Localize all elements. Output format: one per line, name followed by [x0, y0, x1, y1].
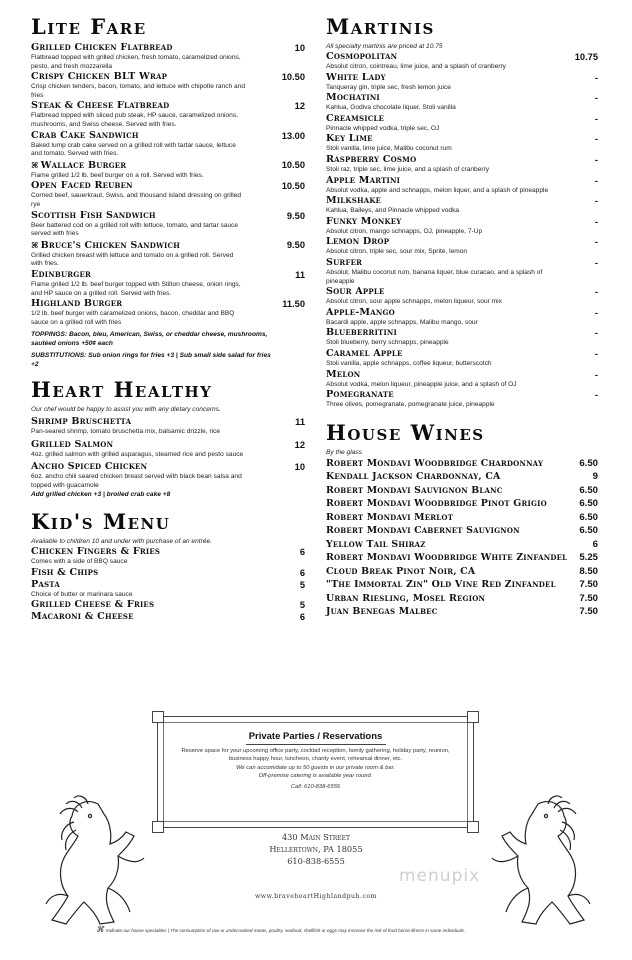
menu-item-name-text: Robert Mondavi Woodbridge Chardonnay [326, 457, 544, 469]
heart-healthy-note: Our chef would be happy to assist you with any dietary concerns. [31, 406, 221, 414]
menu-item-price: 13.00 [281, 130, 305, 141]
menu-item-description: Three olives, pomegranate, pomegranate juice, pineapple [326, 401, 495, 409]
heart-healthy-section [31, 377, 305, 499]
menu-item-name [326, 236, 598, 248]
menu-item-price: - [594, 328, 598, 339]
menu-item-name [326, 470, 598, 484]
menu-item [31, 42, 305, 71]
house-specialty-icon: ⌘ [31, 159, 39, 170]
menu-item-price: 8.50 [579, 565, 598, 577]
menu-item-name-text: Grilled Chicken Flatbread [31, 42, 173, 53]
menu-item-description: Stoli vanilla, lime juice, Malibu coconut rum [326, 145, 452, 153]
menu-item-name-text: Key Lime [326, 133, 373, 145]
menu-item-name-text: Robert Mondavi Merlot [326, 511, 454, 523]
lite-fare-items [31, 42, 305, 327]
private-parties-call: Call: 610-838-6555 [290, 784, 341, 791]
menu-item-name [31, 567, 301, 579]
menu-item-name [326, 257, 598, 269]
menu-item-name [31, 71, 301, 83]
menu-item [326, 286, 598, 307]
menu-item-price: 12 [294, 101, 305, 112]
menu-item-name-text: Chicken Fingers & Fries [31, 546, 161, 558]
menu-item-name [326, 72, 598, 84]
menu-item-name [31, 42, 301, 54]
menu-item [326, 195, 598, 216]
menu-item-description: 6oz. ancho chili seared chicken breast served with black bean salsa and topped with guacamole [31, 473, 242, 490]
menu-item-name-text: Wallace Burger [40, 159, 127, 171]
menu-item-price: 7.50 [579, 579, 598, 591]
menu-item-price: 6 [592, 538, 598, 550]
house-specialty-icon: ⌘ [31, 239, 39, 250]
menu-item [31, 268, 305, 298]
menu-item-name [31, 159, 301, 172]
menu-item-description: Bacardi apple, apple schnapps, Malibu mango, sour [326, 318, 478, 326]
menu-item-name [326, 327, 598, 339]
lite-fare-title: Lite Fare [31, 14, 147, 39]
menu-item-price: 5 [299, 579, 305, 590]
menu-item [31, 298, 305, 327]
private-parties-title: Private Parties / Reservations [248, 731, 383, 742]
menu-item-price: 6.50 [579, 498, 598, 510]
menu-item-name [31, 416, 301, 428]
menu-item-name [326, 524, 598, 538]
menu-item-price: - [594, 369, 598, 380]
menu-item-price: 10 [294, 462, 305, 473]
heart-healthy-title: Heart Healthy [31, 377, 213, 403]
menu-item-price: 6 [299, 547, 305, 558]
menu-item [326, 154, 598, 175]
menu-item-name-text: "The Immortal Zin" Old Vine Red Zinfandel [326, 579, 556, 591]
menu-item-name [326, 113, 598, 125]
menu-item-price: - [594, 93, 598, 104]
menu-item [326, 565, 598, 579]
menu-item-name-text: Highland Burger [31, 298, 123, 310]
heart-addon-note: Add grilled chicken +3 | broiled crab cake +8 [31, 490, 171, 498]
menu-item-price: 5 [299, 600, 305, 611]
menu-item-name [326, 175, 598, 187]
wine-items [326, 457, 598, 619]
martinis-title: Martinis [326, 14, 435, 39]
menu-item [326, 72, 598, 93]
address-street: 430 Main Street [281, 832, 351, 842]
menu-item [31, 438, 305, 460]
menu-item-price: 6 [299, 567, 305, 578]
menu-item-name [326, 92, 598, 104]
menu-item [326, 470, 598, 484]
menu-item [31, 100, 305, 129]
menu-item-name-text: Edinburger [31, 268, 92, 280]
menu-item [326, 389, 598, 410]
menu-item-name [326, 389, 598, 401]
lite-fare-section [31, 14, 305, 369]
menu-item-name [31, 100, 301, 112]
menu-item-description: Kahlua, Baileys, and Pinnacle whipped vodka [326, 207, 460, 215]
menu-item-description: Absolut, Malibu coconut rum, banana liquer, blue curacao, and a splash of pineapple [326, 268, 543, 285]
menu-item [31, 71, 305, 100]
menu-item-name-text: Scottish Fish Sandwich [31, 209, 156, 221]
menu-item-name-text: Cloud Break Pinot Noir, CA [326, 565, 476, 577]
menu-item-description: Choice of butter or marinara sauce [31, 590, 133, 598]
kids-menu-note: Available to children 10 and under with purchase of an entrée. [31, 538, 212, 546]
menu-item [326, 484, 598, 498]
menu-item-price: 12 [294, 439, 305, 450]
menu-item-name-text: Raspberry Cosmo [326, 153, 417, 165]
menu-item-price: - [594, 237, 598, 248]
menu-item [326, 551, 598, 565]
menu-item [326, 578, 598, 592]
menu-item [326, 257, 598, 286]
menu-item-name [31, 269, 301, 281]
menu-item-price: 10.50 [281, 159, 305, 170]
menu-item-name-text: Macaroni & Cheese [31, 611, 134, 623]
menu-item-name-text: Grilled Cheese & Fries [31, 599, 155, 611]
menu-item-name-text: Creamsicle [326, 112, 385, 124]
box-corner-ornament [152, 711, 164, 723]
menu-item-name [326, 369, 598, 381]
menu-item-name-text: Surfer [326, 256, 363, 268]
menu-item-name [31, 239, 301, 252]
menu-item-name [31, 180, 301, 192]
menu-item-name-text: Pomegranate [326, 389, 394, 401]
menu-item-price: - [594, 72, 598, 83]
menu-item-price: 10.50 [281, 72, 305, 83]
menu-item-price: - [594, 287, 598, 298]
martinis-note: All specialty martinis are priced at 10.75 [326, 43, 443, 50]
menu-item [31, 180, 305, 209]
menu-item-name-text: Yellow Tail Shiraz [326, 538, 426, 550]
menu-item [31, 461, 305, 490]
menu-item-name-text: Sour Apple [326, 286, 385, 298]
menu-item-description: Crisp chicken tenders, bacon, tomato, and lettuce with chipotle ranch and fries [31, 83, 246, 99]
menu-item-name-text: Lemon Drop [326, 236, 390, 248]
menu-item-name-text: Pasta [31, 578, 60, 590]
menu-item-name [326, 307, 598, 319]
menu-item-price: - [594, 134, 598, 145]
menu-item-name [326, 133, 598, 145]
martinis-section [326, 14, 598, 410]
menu-item-name-text: Funky Monkey [326, 215, 402, 227]
menu-item-price: 11 [295, 269, 305, 280]
menu-item [31, 209, 305, 239]
menu-item [326, 511, 598, 525]
menu-item-description: Pan-seared shrimp, tomato bruschetta mix, balsamic drizzle, rice [31, 428, 221, 436]
private-parties-catering: Off-premise catering is available year round. [258, 772, 373, 779]
menu-item-price: 9.50 [286, 210, 305, 221]
menu-item-name-text: Robert Mondavi Sauvignon Blanc [326, 484, 503, 496]
menu-item [31, 578, 305, 600]
menu-item-price: 7.50 [579, 592, 598, 604]
menu-item-price: - [594, 154, 598, 165]
menu-item [31, 599, 305, 611]
left-column [31, 14, 305, 623]
menu-item-name-text: Blueberritini [326, 327, 398, 339]
menu-item-name-text: Crispy Chicken BLT Wrap [31, 71, 168, 83]
menu-item [326, 175, 598, 196]
menu-item-description: Flame grilled 1/2 lb. beef burger topped with Stilton cheese, onion rings, and HP sauce on a grilled roll. Served with fries. [31, 280, 241, 297]
menu-item-name-text: Apple-Mango [326, 306, 395, 318]
menu-item-price: 6.50 [579, 457, 598, 469]
menu-item-name-text: Caramel Apple [326, 347, 403, 359]
menu-item-description: Absolut citron, sour apple schnapps, melon liqueur, sour mix [326, 298, 502, 306]
menu-item-name-text: White Lady [326, 71, 386, 83]
address-phone: 610-838-6555 [287, 856, 345, 866]
menu-item [31, 159, 305, 181]
menu-item-name [31, 599, 301, 611]
menu-item-name [326, 286, 598, 298]
menu-item-name [326, 348, 598, 360]
menu-item-name-text: Juan Benegas Malbec [326, 606, 438, 618]
menu-item-name-text: Kendall Jackson Chardonnay, CA [326, 471, 501, 483]
menu-item-name [31, 130, 301, 142]
menu-item-description: Absolut citron, triple sec, sour mix, Sprite, lemon [326, 248, 468, 256]
menu-item-description: Pinnacle whipped vodka, triple sec, OJ [326, 124, 440, 132]
menu-item-name-text: Bruce's Chicken Sandwich [40, 239, 181, 251]
menu-item-description: Absolut citron, cointreau, lime juice, and a splash of cranberry [326, 63, 506, 70]
substitutions-note: SUBSTITUTIONS: Sub onion rings for fries +3 | Sub small side salad for fries +2 [31, 352, 271, 368]
menu-item-name [326, 51, 598, 63]
menu-item-name [326, 605, 598, 619]
menu-item-name [31, 210, 301, 222]
menu-item [326, 236, 598, 257]
menu-item-description: Grilled chicken breast with lettuce and tomato on a grilled roll. Served with fries. [31, 251, 234, 268]
private-parties-text: Reserve space for your upcoming office party, cocktail reception, family gathering, holiday party, reunion, business happy hour, luncheon, charity event, rehearsal dinner, etc. [181, 748, 450, 762]
menu-item-name-text: Robert Mondavi Woodbridge White Zinfandel [326, 552, 568, 564]
menu-item-price: - [594, 216, 598, 227]
menu-item [326, 592, 598, 606]
menu-item-name-text: Robert Mondavi Cabernet Sauvignon [326, 525, 520, 537]
address-block [0, 831, 632, 867]
menu-item-price: - [594, 390, 598, 401]
footnote-text: Indicate our house specialties | The consumption of raw or undercooked meats, poultry, seafood, shellfish or eggs may increase the risk of food borne illness in some individuals. [106, 928, 466, 933]
menu-item-description: Baked lump crab cake served on a grilled roll with tartar sauce, lettuce and tomato. Served with fries. [31, 141, 236, 158]
footnote [96, 927, 536, 934]
house-wines-section [326, 420, 598, 619]
menu-item [326, 497, 598, 511]
menu-item-name [326, 565, 598, 579]
menu-item-name-text: Grilled Salmon [31, 438, 114, 450]
menu-item-description: Kahlua, Godiva chocolate liquer, Stoli vanilla [326, 104, 456, 112]
menu-item-name-text: Apple Martini [326, 174, 401, 186]
menu-item-name-text: Fish & Chips [31, 566, 99, 578]
menu-item-description: Absolut vodka, melon liqueur, pineapple juice, and a splash of OJ [326, 380, 517, 388]
menu-item-description: Absolut citron, mango schnapps, OJ, pineapple, 7-Up [326, 227, 483, 235]
private-parties-inner-border [163, 722, 468, 822]
box-corner-ornament [467, 711, 479, 723]
house-wines-note: By the glass [326, 448, 362, 456]
menu-item [31, 566, 305, 579]
heart-healthy-items [31, 416, 305, 490]
menu-item [31, 611, 305, 623]
menu-item-name-text: Urban Riesling, Mosel Region [326, 592, 486, 604]
menu-item-name [326, 538, 598, 552]
menu-item [326, 605, 598, 619]
menu-item-price: 7.50 [579, 606, 598, 618]
address-city: Hellertown, PA 18055 [269, 844, 363, 854]
menu-item-name-text: Open Faced Reuben [31, 180, 133, 192]
menu-item [326, 369, 598, 390]
menu-item-name [31, 611, 301, 623]
menu-item-name [31, 579, 301, 591]
menu-item-description: Absolut vodka, apple and schnapps, melon liquer, and a splash of pineapple [326, 186, 549, 194]
menu-item-name [326, 497, 598, 511]
menu-item-price: - [594, 257, 598, 268]
menu-item-price: - [594, 196, 598, 207]
menu-item-price: 11.50 [282, 299, 305, 310]
menu-item-name [31, 298, 301, 310]
menu-item [31, 416, 305, 437]
specialty-mark-icon: ⌘ [96, 925, 104, 934]
menu-item-description: Stoli raz, triple sec, lime juice, and a splash of cranberry [326, 165, 490, 173]
menu-item-description: Beer battered cod on a grilled roll with lettuce, tomato, and tartar sauce served with fries [31, 221, 239, 238]
menu-item-name [31, 546, 301, 558]
menu-item [326, 327, 598, 348]
menu-item-description: 1/2 lb. beef burger with caramelized onions, bacon, cheddar and BBQ sauce on a grilled roll with fries [31, 310, 235, 326]
menu-item-price: - [594, 307, 598, 318]
menu-item [31, 239, 305, 269]
menu-item [326, 113, 598, 134]
menu-item-price: 6.50 [579, 511, 598, 523]
menu-item-name-text: Cosmopolitan [326, 51, 398, 62]
menu-item-name-text: Steak & Cheese Flatbread [31, 100, 170, 112]
kids-menu-title: Kid's Menu [31, 509, 171, 535]
menu-item-price: 9.50 [286, 239, 305, 250]
menu-item-name [326, 511, 598, 525]
menu-item-name [31, 461, 301, 473]
menu-item-description: Flame grilled 1/2 lb. beef burger on a roll. Served with fries. [31, 171, 204, 179]
menu-item-name [326, 216, 598, 228]
menu-item [326, 538, 598, 552]
menu-item-description: Stoli blueberry, berry schnapps, pineapple [326, 339, 449, 347]
kids-menu-section [31, 509, 305, 623]
menu-item-description: 4oz. grilled salmon with grilled asparagus, steamed rice and pesto sauce [31, 450, 244, 458]
private-parties-capacity: We can accomidate up to 50 guests in our private room & bar. [236, 765, 395, 772]
menu-item [326, 457, 598, 471]
menu-item [31, 129, 305, 159]
menu-item [326, 51, 598, 72]
menu-item-price: 10 [294, 43, 305, 53]
kids-menu-items [31, 546, 305, 623]
menu-item-name-text: Mochatini [326, 92, 380, 104]
menu-item-name [326, 592, 598, 606]
menu-item [326, 307, 598, 328]
menu-item-price: - [594, 348, 598, 359]
martini-items [326, 51, 598, 410]
menu-item-price: 11 [295, 417, 305, 428]
menu-item [326, 216, 598, 237]
menu-item-description: Tanqueray gin, triple sec, fresh lemon juice [326, 83, 451, 91]
house-wines-title: House Wines [326, 419, 485, 445]
menu-item [326, 348, 598, 369]
menu-item-description: Flatbread topped with grilled chicken, fresh tomato, caramelized onions, pesto, and fresh mozzarella [31, 54, 241, 70]
menu-item-name-text: Robert Mondavi Woodbridge Pinot Grigio [326, 498, 547, 510]
right-column [326, 14, 598, 619]
menu-item-price: - [594, 175, 598, 186]
menu-item [326, 92, 598, 113]
website-link[interactable]: www.braveheartHighlandpub.com [254, 893, 378, 900]
menu-item-description: Comes with a side of BBQ sauce [31, 558, 128, 566]
menu-item-name [326, 195, 598, 207]
menu-item-price: - [594, 113, 598, 124]
menu-item-description: Corned beef, sauerkraut, Swiss, and thousand island dressing on grilled rye [31, 192, 242, 208]
toppings-note: TOPPINGS: Bacon, bleu, American, Swiss, or cheddar cheese, mushrooms, sautéed onions +50¢ each [31, 331, 268, 347]
private-parties-box [157, 716, 474, 828]
menu-item-name [326, 457, 598, 471]
menu-item [31, 546, 305, 567]
menu-item-price: 10.75 [574, 52, 598, 62]
menu-item-name-text: Crab Cake Sandwich [31, 129, 139, 141]
menu-item [326, 133, 598, 154]
menu-item-name-text: Shrimp Bruschetta [31, 416, 132, 428]
menu-item-name-text: Ancho Spiced Chicken [31, 461, 148, 473]
menu-item-price: 5.25 [579, 552, 598, 564]
menu-item-name [326, 551, 598, 565]
menu-item [326, 524, 598, 538]
menu-item-name-text: Milkshake [326, 195, 382, 207]
menu-item-price: 6 [299, 612, 305, 623]
menu-item-name-text: Melon [326, 368, 361, 380]
menu-item-price: 9 [592, 471, 598, 483]
menu-item-name [326, 484, 598, 498]
menu-item-price: 10.50 [281, 181, 305, 192]
menu-item-description: Flatbread topped with sliced pub steak, HP sauce, caramelized onions, mushrooms, and Swiss cheese. Served with fries. [31, 112, 238, 128]
menu-item-price: 6.50 [579, 484, 598, 496]
menu-item-name [326, 578, 598, 592]
menu-item-name [326, 154, 598, 166]
menu-item-price: 6.50 [579, 525, 598, 537]
menupix-watermark: menupix [399, 866, 481, 886]
menu-item-name [31, 439, 301, 451]
menu-item-description: Stoli vanilla, apple schnapps, coffee liqueur, butterscotch [326, 359, 492, 367]
